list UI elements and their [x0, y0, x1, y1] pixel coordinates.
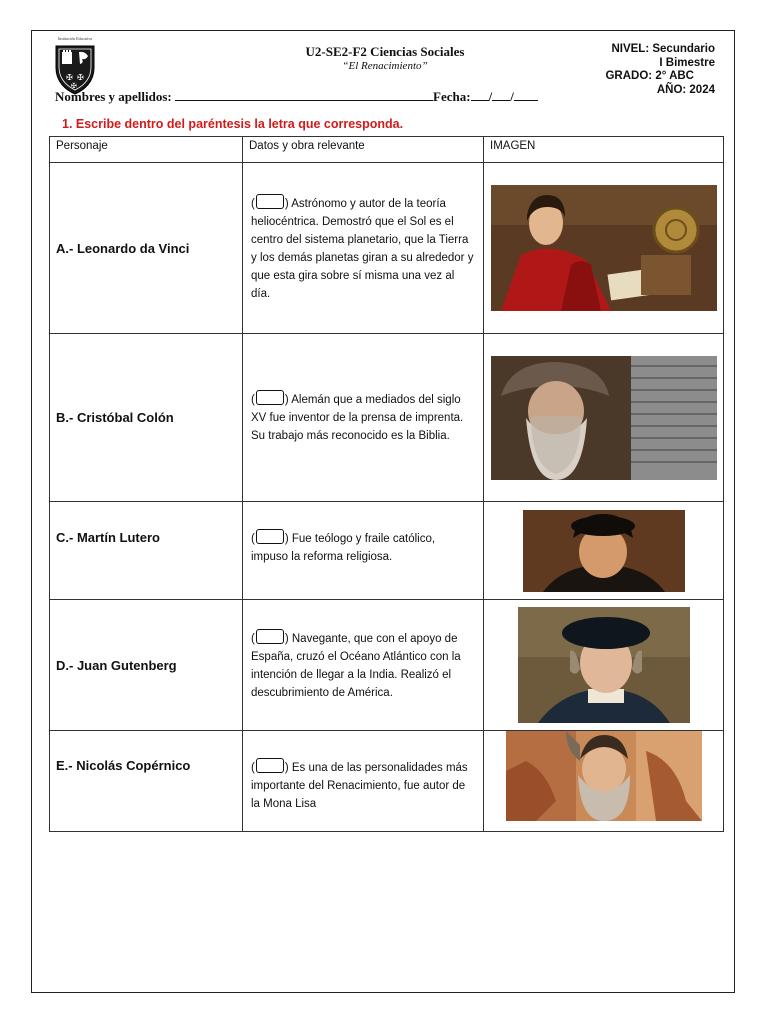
- character-name: D.- Juan Gutenberg: [50, 600, 243, 731]
- description-text: Fue teólogo y fraile católico, impuso la reforma religiosa.: [251, 533, 436, 563]
- course-info: [605, 43, 715, 97]
- copernicus-portrait: [491, 185, 717, 311]
- description-text: Astrónomo y autor de la teoría heliocéntrica. Demostró que el Sol es el centro del sistema planetario, que la Tierra y los demás planetas giran a su alrededor y que esta gira sobre sí misma una vez al día.: [251, 197, 474, 300]
- character-name: E.- Nicolás Copérnico: [50, 731, 243, 832]
- table-row: [50, 502, 724, 600]
- year-text: AÑO: 2024: [656, 83, 715, 96]
- name-label: Nombres y apellidos:: [55, 89, 172, 104]
- date-slash-2: /: [510, 89, 514, 104]
- table-header-row: [50, 137, 724, 163]
- document-subtitle: “El Renacimiento”: [342, 60, 428, 72]
- school-caption: Institución Educativa: [57, 36, 93, 41]
- character-name: C.- Martín Lutero: [50, 502, 243, 600]
- date-month-field[interactable]: [492, 89, 510, 101]
- luther-portrait: [523, 510, 685, 592]
- columbus-portrait: [518, 607, 690, 723]
- description-cell: ( ) Navegante, que con el apoyo de España, cruzó el Océano Atlántico con la intención de llegar a la India. Realizó el descubrimiento de América.: [243, 600, 484, 731]
- term-text: I Bimestre: [659, 56, 715, 69]
- table-row: [50, 731, 724, 832]
- table-row: [50, 163, 724, 334]
- svg-text:✠: ✠: [77, 73, 84, 82]
- student-info-line: [55, 89, 538, 105]
- level-text: NIVEL: Secundario: [611, 43, 715, 55]
- school-crest-icon: [50, 38, 100, 96]
- description-cell: ( ) Fue teólogo y fraile católico, impuso la reforma religiosa.: [243, 502, 484, 600]
- header-image: IMAGEN: [484, 137, 724, 163]
- da-vinci-portrait: [506, 731, 702, 821]
- date-slash-1: /: [488, 89, 493, 104]
- answer-box[interactable]: [256, 529, 284, 544]
- image-cell: [484, 163, 724, 334]
- header-character: Personaje: [50, 137, 243, 163]
- image-cell: [484, 502, 724, 600]
- matching-table: [49, 136, 724, 832]
- answer-box[interactable]: [256, 629, 284, 644]
- grade-text: GRADO: 2° ABC: [605, 70, 694, 82]
- description-cell: ( ) Astrónomo y autor de la teoría heliocéntrica. Demostró que el Sol es el centro del sistema planetario, que la Tierra y los demás planetas giran a su alrededor y que esta gira sobre sí misma una vez al día.: [243, 163, 484, 334]
- answer-box[interactable]: [256, 758, 284, 773]
- answer-box[interactable]: [256, 194, 284, 209]
- description-cell: ( ) Alemán que a mediados del siglo XV fue inventor de la prensa de imprenta. Su trabajo más reconocido es la Biblia.: [243, 334, 484, 502]
- image-cell: [484, 334, 724, 502]
- image-cell: [484, 731, 724, 832]
- svg-text:✠: ✠: [66, 73, 73, 82]
- date-year-field[interactable]: [514, 89, 538, 101]
- date-label: Fecha:: [433, 89, 471, 104]
- character-name: A.- Leonardo da Vinci: [50, 163, 243, 334]
- character-name: B.- Cristóbal Colón: [50, 334, 243, 502]
- table-row: [50, 334, 724, 502]
- name-field[interactable]: [175, 89, 433, 101]
- description-cell: ( ) Es una de las personalidades más importante del Renacimiento, fue autor de la Mona Lisa: [243, 731, 484, 832]
- header-data: Datos y obra relevante: [243, 137, 484, 163]
- date-day-field[interactable]: [471, 89, 489, 101]
- instruction-text: 1. Escribe dentro del paréntesis la letra que corresponda.: [62, 117, 404, 131]
- gutenberg-portrait: [491, 356, 717, 480]
- description-text: Alemán que a mediados del siglo XV fue inventor de la prensa de imprenta. Su trabajo más reconocido es la Biblia.: [251, 394, 464, 442]
- description-text: Es una de las personalidades más importante del Renacimiento, fue autor de la Mona Lisa: [251, 762, 468, 810]
- svg-text:✠: ✠: [71, 82, 77, 90]
- document-title: U2-SE2-F2 Ciencias Sociales: [305, 44, 465, 59]
- table-row: [50, 600, 724, 731]
- answer-box[interactable]: [256, 390, 284, 405]
- description-text: Navegante, que con el apoyo de España, cruzó el Océano Atlántico con la intención de llegar a la India. Realizó el descubrimiento de América.: [251, 632, 461, 699]
- image-cell: [484, 600, 724, 731]
